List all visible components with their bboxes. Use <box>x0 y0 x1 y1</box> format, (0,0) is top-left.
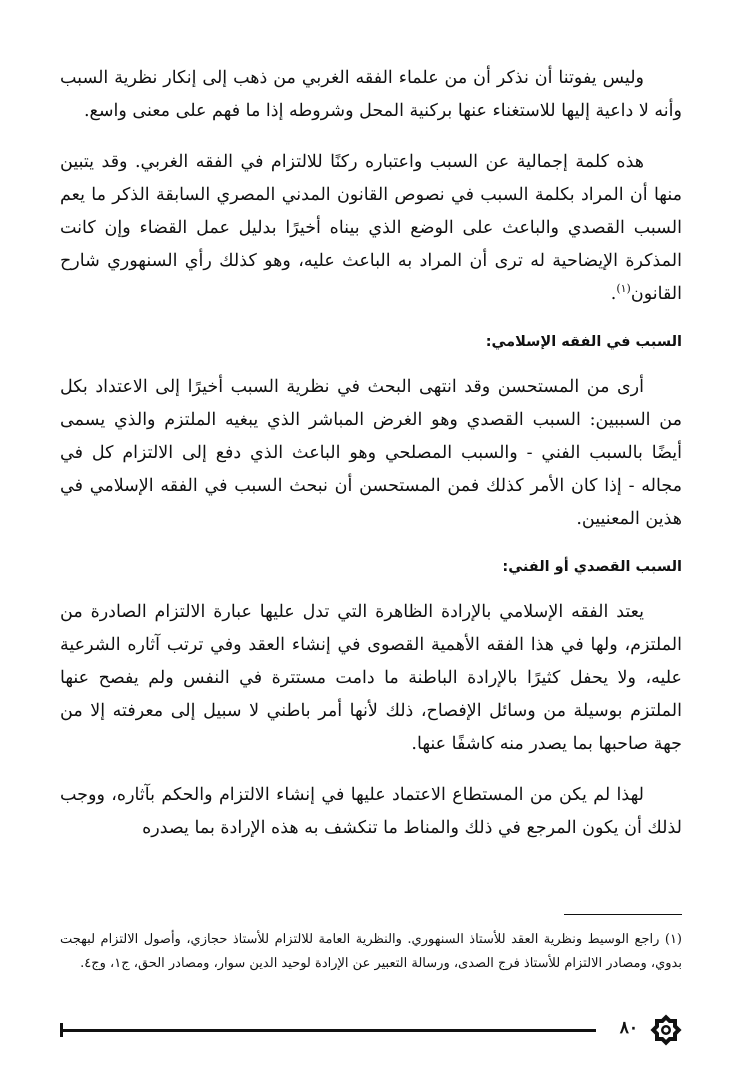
paragraph-1: وليس يفوتنا أن نذكر أن من علماء الفقه الغربي من ذهب إلى إنكار نظرية السبب وأنه لا داعية إليها للاستغناء عنها بركنية المحل وشروطه إذا ما فهم على معنى واسع. <box>60 68 682 121</box>
footnote-reference[interactable]: (١) <box>616 282 631 296</box>
page-footer <box>60 1010 686 1050</box>
page-number: ٨٠ <box>619 1018 638 1038</box>
paragraph-2-text: هذه كلمة إجمالية عن السبب واعتباره ركنًا للالتزام في الفقه الغربي. وقد يتبين منها أن المراد بكلمة السبب في نصوص القانون المدني المصري السابقة الذكر ما يعم السبب القصدي والباعث على الوضع الذي بيناه أخيرًا بدليل عمل القضاء وإن كانت المذكرة الإيضاحية له ترى أن المراد به الباعث عليه، وهو كذلك رأي السنهوري شارح القانون <box>60 152 682 304</box>
octagram-ornament-icon <box>646 1010 686 1050</box>
section-heading-islamic-jurisprudence: السبب في الفقه الإسلامي: <box>485 334 682 350</box>
main-text <box>60 62 682 863</box>
footnote-divider <box>564 914 682 915</box>
paragraph-4: يعتد الفقه الإسلامي بالإرادة الظاهرة التي تدل عليها عبارة الالتزام الصادرة من الملتزم، ولها في هذا الفقه الأهمية القصوى في إنشاء العقد وفي ترتب آثاره الشرعية عليه، ولا يحفل كثيرًا بالإرادة الباطنة ما دامت مستترة في النفس ولم يفصح عنها الملتزم بوسيلة من وسائل الإفصاح، ذلك لأنها أمر باطني لا سبيل إلى معرفته إلا من جهة صاحبها بما يصدر منه كاشفًا عنها. <box>60 602 682 754</box>
paragraph-5: لهذا لم يكن من المستطاع الاعتماد عليها في إنشاء الالتزام والحكم بآثاره، ووجب لذلك أن يكون المرجع في ذلك والمناط ما تنكشف به هذه الإرادة بما يصدره <box>60 785 682 838</box>
paragraph-3: أرى من المستحسن وقد انتهى البحث في نظرية السبب أخيرًا إلى الاعتداد بكل من السببين: السبب القصدي وهو الغرض المباشر الذي يبغيه الملتزم والذي يسمى أيضًا بالسبب الفني - والسبب المصلحي وهو الباعث الذي دفع إلى الالتزام كل في مجاله - إذا كان الأمر كذلك فمن المستحسن أن نبحث السبب في الفقه الإسلامي في هذين المعنيين. <box>60 377 682 529</box>
footnote: (١) راجع الوسيط ونظرية العقد للأستاذ السنهوري. والنظرية العامة للالتزام للأستاذ حجازي، وأصول الالتزام لبهجت بدوي، ومصادر الالتزام للأستاذ فرج الصدى، ورسالة التعبير عن الإرادة لوحيد الدين سوار، ومصادر الحق، ج١، وج٤. <box>60 932 682 971</box>
paragraph-2 <box>60 146 682 311</box>
footer-rule <box>60 1029 596 1032</box>
paragraph-2-end: . <box>610 284 617 304</box>
footer-rule-end <box>60 1023 63 1037</box>
section-heading-intentional-cause: السبب القصدي أو الفني: <box>502 559 682 575</box>
